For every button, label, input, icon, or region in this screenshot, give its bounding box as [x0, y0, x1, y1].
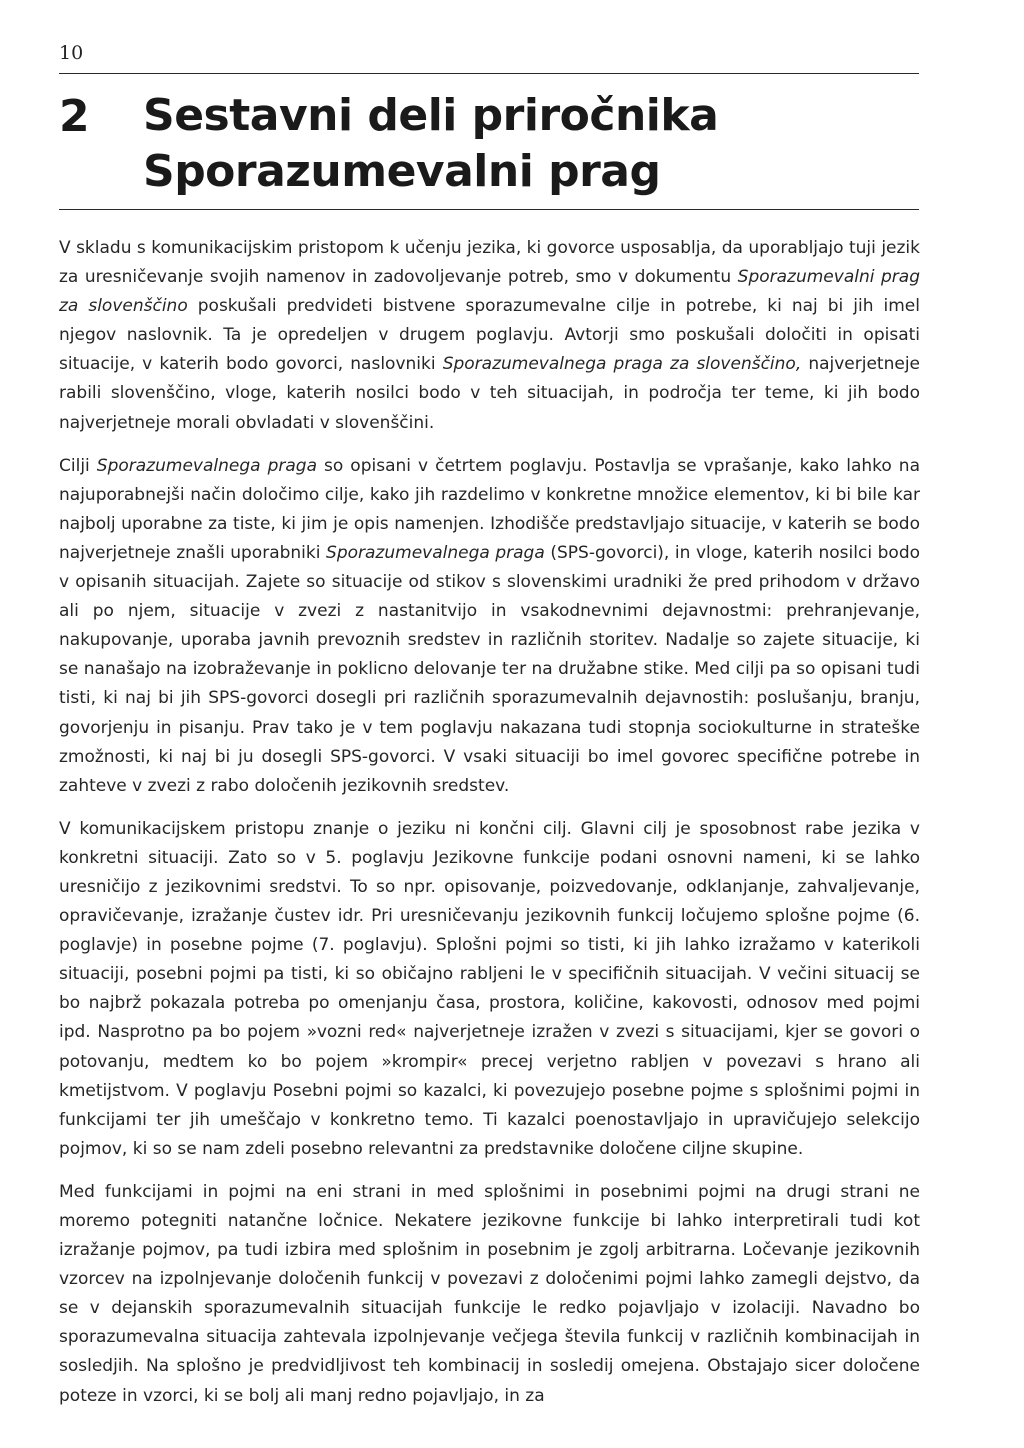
paragraph-text: V skladu s komunikacijskim pristopom k učenju jezika, ki govorce usposablja, da uporabljajo tuji jezik za uresničevanje svojih namenov in zadovoljevanje potreb, smo v dokumentu — [59, 238, 920, 288]
italic-title-reference: Sporazumevalnega praga za slovenščino, — [442, 354, 802, 375]
paragraph-text: Med funkcijami in pojmi na eni strani in med splošnimi in posebnimi pojmi na drugi strani ne moremo potegniti natančne ločnice. Nekatere jezikovne funkcije bi lahko interpretirali tudi kot izražanje pojmov, pa tudi izbira med splošnim in posebnim je zgolj arbitrarna. Ločevanje jezikovnih vzorcev na izpolnjevanje določenih funkcij v povezavi z določenimi pojmi lahko zamegli dejstvo, da se v dejanskih sporazumevalnih situacijah funkcije le redko pojavljajo v izolaciji. Navadno bo sporazumevalna situacija zahtevala izpolnjevanje večjega števila funkcij v različnih kombinacijah in sosledjih. Na splošno je predvidljivost teh kombinacij in sosledij omejena. Obstajajo sicer določene poteze in vzorci, ki se bolj ali manj redno pojavljajo, in za — [59, 1181, 920, 1406]
body-paragraph — [59, 452, 920, 801]
chapter-title-line-1: Sestavni deli priročnika — [143, 90, 719, 141]
header-rule — [59, 73, 919, 74]
body-paragraph — [59, 1178, 920, 1411]
body-paragraph — [59, 815, 920, 1164]
paragraph-text: (SPS-govorci), in vloge, katerih nosilci bodo v opisanih situacijah. Zajete so situacije od stikov s slovenskimi uradniki že pred prihodom v državo ali po njem, situacije v zvezi z nastanitvijo in vsakodnevnimi dejavnostmi: prehranjevanje, nakupovanje, uporaba javnih prevoznih sredstev in različnih storitev. Nadalje so zajete situacije, ki se nanašajo na izobraževanje in poklicno delovanje ter na družabne stike. Med cilji pa so opisani tudi tisti, ki naj bi jih SPS-govorci dosegli pri različnih sporazumevalnih dejavnostih: poslušanju, branju, govorjenju in pisanju. Prav tako je v tem poglavju nakazana tudi stopnja sociokulturne in strateške zmožnosti, ki naj bi ju dosegli SPS-govorci. V vsaki situaciji bo imel govorec specifične potrebe in zahteve v zvezi z rabo določenih jezikovnih sredstev. — [59, 542, 921, 796]
page-number: 10 — [59, 42, 84, 64]
paragraph-text: najverjetneje rabili slovenščino, vloge, katerih nosilci bodo v teh situacijah, in področja ter teme, ki jih bodo najverjetneje morali obvladati v slovenščini. — [59, 354, 921, 433]
chapter-number: 2 — [59, 91, 90, 142]
body-text — [59, 234, 920, 1425]
paragraph-text: V komunikacijskem pristopu znanje o jeziku ni končni cilj. Glavni cilj je sposobnost rabe jezika v konkretni situaciji. Zato so v 5. poglavju Jezikovne funkcije podani osnovni nameni, ki se lahko uresničijo z jezikovnimi sredstvi. To so npr. opisovanje, poizvedovanje, odklanjanje, zahvaljevanje, opravičevanje, izražanje čustev idr. Pri uresničevanju jezikovnih funkcij ločujemo splošne pojme (6. poglavje) in posebne pojme (7. poglavju). Splošni pojmi so tisti, ki jih lahko izražamo v katerikoli situaciji, posebni pojmi pa tisti, ki so običajno rabljeni le v specifičnih situacijah. V večini situacij se bo najbrž pokazala potreba po omenjanju časa, prostora, količine, kakovosti, odnosov med pojmi ipd. Nasprotno pa bo pojem »vozni red« najverjetneje izražen v zvezi s situacijami, kjer se govori o potovanju, medtem ko bo pojem »krompir« precej verjetno rabljen v povezavi s hrano ali kmetijstvom. V poglavju Posebni pojmi so kazalci, ki povezujejo posebne pojme s splošnimi pojmi in funkcijami ter jih umeščajo v konkretno temo. Ti kazalci poenostavljajo in upravičujejo selekcijo pojmov, ki so se nam zdeli posebno relevantni za predstavnike določene ciljne skupine. — [59, 818, 920, 1159]
paragraph-text: poskušali predvideti bistvene sporazumevalne cilje in potrebe, ki naj bi jih imel njegov naslovnik. Ta je opredeljen v drugem poglavju. Avtorji smo poskušali določiti in opisati situacije, v katerih bodo govorci, naslovniki — [59, 296, 920, 375]
chapter-title — [143, 88, 919, 200]
italic-title-reference: Sporazumevalnega praga — [96, 455, 317, 476]
chapter-title-line-2: Sporazumevalni prag — [143, 146, 661, 197]
title-rule — [59, 209, 919, 210]
body-paragraph — [59, 234, 920, 438]
paragraph-text: Cilji — [59, 455, 97, 476]
italic-title-reference: Sporazumevalni prag za slovenščino — [59, 267, 921, 317]
paragraph-text: so opisani v četrtem poglavju. Postavlja se vprašanje, kako lahko na najuporabnejši način določimo cilje, kako jih razdelimo v konkretne množice elementov, ki bi bile kar najbolj uporabne za tiste, ki jim je opis namenjen. Izhodišče predstavljajo situacije, v katerih se bodo najverjetneje znašli uporabniki — [59, 455, 920, 563]
italic-title-reference: Sporazumevalnega praga — [326, 542, 545, 563]
